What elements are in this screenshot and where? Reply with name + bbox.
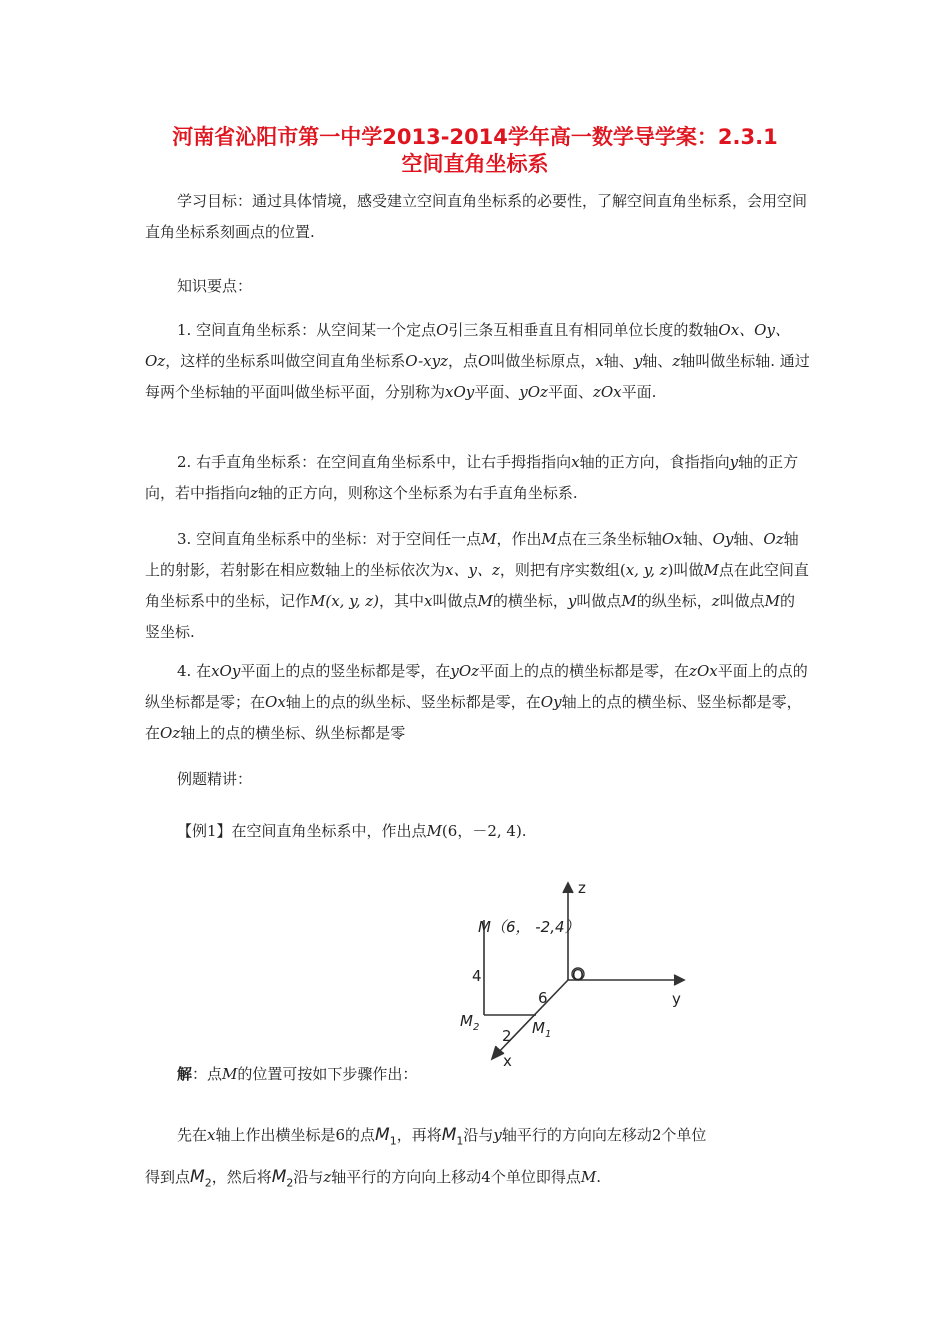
label-four: 4 <box>472 967 482 985</box>
example-tag: 【例1】 <box>177 822 232 840</box>
y-arrowhead <box>674 975 684 985</box>
label-six: 6 <box>538 989 548 1007</box>
m1-symbol-2: $M_1$ <box>441 1125 464 1148</box>
label-m2: $M_2$ <box>460 1012 480 1033</box>
point-3: 3. 空间直角坐标系中的坐标：对于空间任一点M，作出M点在三条坐标轴Ox轴、Oy轴、Oz轴上的射影，若射影在相应数轴上的坐标依次为x、y、z，则把有序实数组(x, y, z)叫做M点在此空间直角坐标系中的坐标，记作M(x, y, z)，其中x叫做点M的横坐标，y叫做点M的纵坐标，z叫做点M的竖坐标. <box>145 530 809 641</box>
label-m1: $M_1$ <box>532 1019 552 1040</box>
page-subtitle <box>0 148 950 178</box>
title-line-2: 空间直角坐标系 <box>401 152 549 176</box>
label-origin: O <box>572 966 584 984</box>
m2-symbol-2: $M_2$ <box>271 1167 294 1190</box>
example-1: 【例1】在空间直角坐标系中，作出点M(6，－2, 4). <box>177 822 527 840</box>
z-arrowhead <box>563 883 573 893</box>
title-line-1: 河南省沁阳市第一中学2013-2014学年高一数学导学案：2.3.1 <box>172 125 778 149</box>
label-two: 2 <box>502 1027 512 1045</box>
label-z: z <box>578 879 586 897</box>
page-title <box>0 121 950 151</box>
steps-line-2: 得到点$M_2$，然后将$M_2$沿与z轴平行的方向向上移动4个单位即得点M. <box>145 1167 601 1190</box>
point-2: 2. 右手直角坐标系：在空间直角坐标系中，让右手拇指指向x轴的正方向，食指指向y轴的正方向，若中指指向z轴的正方向，则称这个坐标系为右手直角坐标系. <box>145 453 799 502</box>
solution-tag: 解 <box>177 1065 193 1083</box>
label-y: y <box>672 990 681 1008</box>
steps-line-1: 先在x轴上作出横坐标是6的点$M_1$，再将$M_1$沿与y轴平行的方向向左移动2个单位 <box>177 1125 707 1148</box>
label-point-m: M（6， -2,4） <box>478 918 580 936</box>
learning-objective: 学习目标：通过具体情境，感受建立空间直角坐标系的必要性，了解空间直角坐标系，会用空间直角坐标系刻画点的位置. <box>145 192 808 241</box>
m1-symbol: $M_1$ <box>375 1125 397 1148</box>
m2-symbol: $M_2$ <box>190 1167 212 1190</box>
label-x: x <box>503 1052 512 1070</box>
solution-line: 解：点M的位置可按如下步骤作出： <box>177 1065 418 1083</box>
point-1: 1. 空间直角坐标系：从空间某一个定点O引三条互相垂直且有相同单位长度的数轴Ox、Oy、Oz，这样的坐标系叫做空间直角坐标系O-xyz，点O叫做坐标原点，x轴、y轴、z轴叫做坐标轴. 通过每两个坐标轴的平面叫做坐标平面，分别称为xOy平面、yOz平面、zOx平面. <box>145 321 810 401</box>
x-axis <box>494 980 568 1057</box>
coordinate-figure <box>450 875 700 1070</box>
points-heading: 知识要点： <box>177 277 253 295</box>
example-heading: 例题精讲： <box>177 770 253 788</box>
point-4: 4. 在xOy平面上的点的竖坐标都是零，在yOz平面上的点的横坐标都是零，在zOx平面上的点的纵坐标都是零；在Ox轴上的点的纵坐标、竖坐标都是零，在Oy轴上的点的横坐标、竖坐标都是零，在Oz轴上的点的横坐标、纵坐标都是零 <box>145 662 808 742</box>
